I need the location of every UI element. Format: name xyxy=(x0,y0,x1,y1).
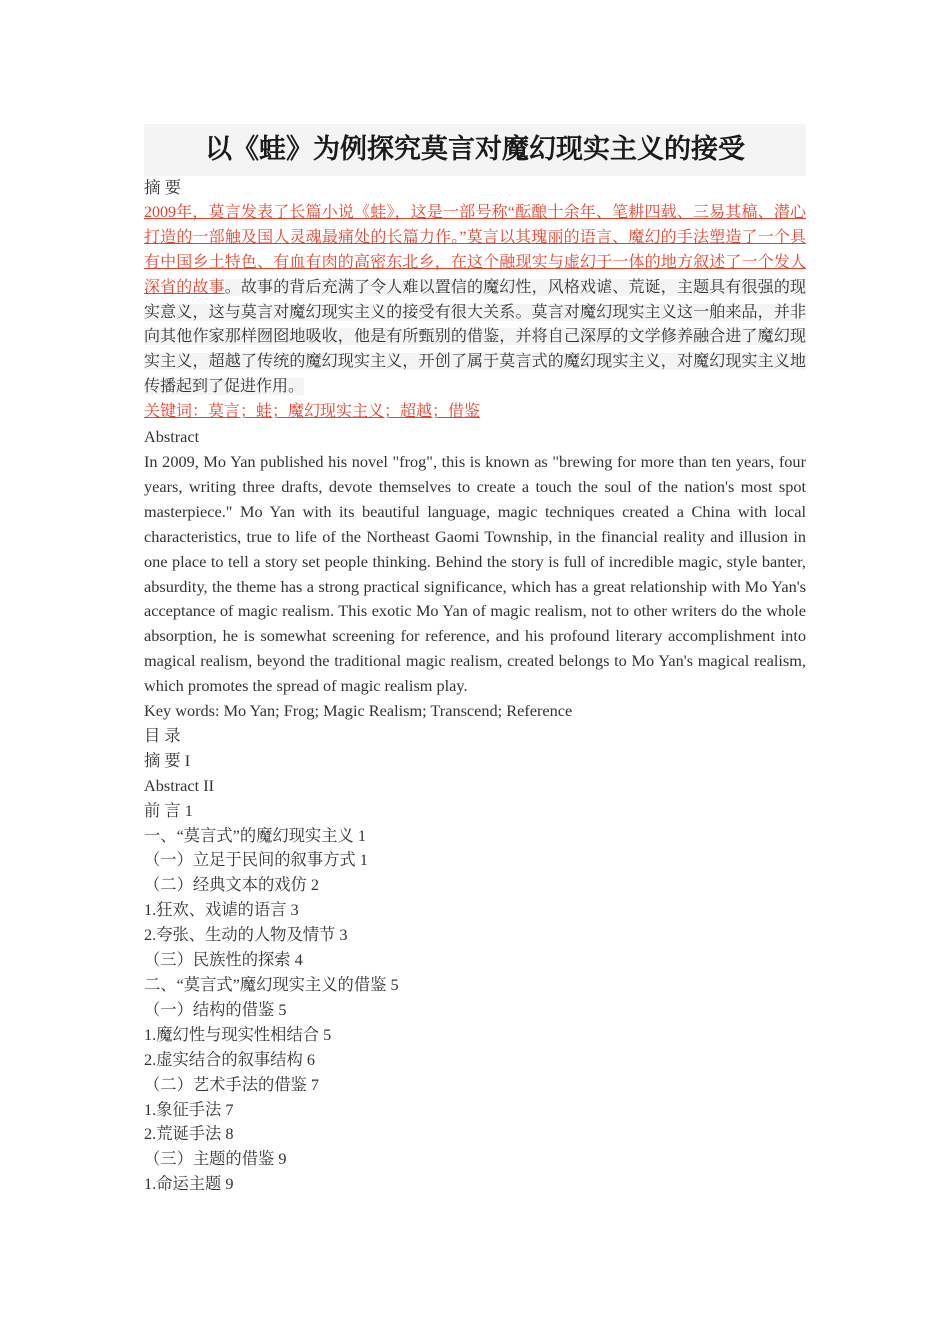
toc-item[interactable]: 一、“莫言式”的魔幻现实主义 1 xyxy=(144,825,367,845)
document-page xyxy=(144,124,806,1197)
abstract-cn-text: 。故事的背后充满了令人难以置信的魔幻性，风格戏谑、荒诞，主题具有很强的现实意义，这与莫言对魔幻现实主义的接受有很大关系。莫言对魔幻现实主义这一舶来品，并非向其他作家那样囫囵地吸收，他是有所甄别的借鉴，并将自己深厚的文学修养融合进了魔幻现实主义，超越了传统的魔幻现实主义，开创了属于莫言式的魔幻现实主义，对魔幻现实主义地传播起到了促进作用。 xyxy=(144,278,806,396)
abstract-cn-heading: 摘 要 xyxy=(144,178,182,197)
abstract-cn-keywords xyxy=(144,400,806,425)
toc-heading: 目 录 xyxy=(144,725,181,745)
toc-item[interactable]: 1.命运主题 9 xyxy=(144,1174,234,1194)
abstract-cn-body xyxy=(144,201,806,400)
toc-item[interactable]: 2.虚实结合的叙事结构 6 xyxy=(144,1049,315,1069)
keywords-cn-text: 关键词：莫言；蛙；魔幻现实主义；超越；借鉴 xyxy=(144,403,481,421)
toc-item[interactable]: 2.夸张、生动的人物及情节 3 xyxy=(144,925,348,945)
abstract-en-heading: Abstract xyxy=(144,427,200,447)
toc-item[interactable]: Abstract II xyxy=(144,775,215,795)
toc-item[interactable]: 摘 要 I xyxy=(144,750,191,770)
document-title: 以《蛙》为例探究莫言对魔幻现实主义的接受 xyxy=(144,124,806,176)
toc-item[interactable]: 1.象征手法 7 xyxy=(144,1099,234,1119)
abstract-en-keywords: Key words: Mo Yan; Frog; Magic Realism; Transcend; Reference xyxy=(144,701,573,721)
abstract-cn-highlight: 2009年，莫言发表了长篇小说《蛙》，这是一部号称“酝酿十余年、笔耕四载、三易其稿、潜心打造的一部触及国人灵魂最痛处的长篇力作。”莫言以其瑰丽的语言、魔幻的手法塑造了一个具有中国乡土特色、有血有肉的高密东北乡，在这个融现实与虚幻于一体的地方叙述了一个发人深省的故事 xyxy=(144,203,806,296)
table-of-contents xyxy=(144,724,806,1197)
abstract-en-body: In 2009, Mo Yan published his novel "frog", this is known as "brewing for more than ten years, four years, writing three drafts, devote themselves to create a touch the soul of the nation's most spot masterpiece." Mo Yan with its beautiful language, magic techniques created a China with local characteristics, true to life of the Northeast Gaomi Township, in the financial reality and illusion in one place to tell a story set people thinking. Behind the story is full of incredible magic, style banter, absurdity, the theme has a strong practical significance, which has a great relationship with Mo Yan's acceptance of magic realism. This exotic Mo Yan of magic realism, not to other writers do the whole absorption, he is somewhat screening for reference, and his profound literary accomplishment into magical realism, beyond the traditional magic realism, created belongs to Mo Yan's magical realism, which promotes the spread of magic realism play. xyxy=(144,451,806,696)
toc-item[interactable]: （三）主题的借鉴 9 xyxy=(144,1149,287,1169)
toc-item[interactable]: （一）立足于民间的叙事方式 1 xyxy=(144,850,368,870)
toc-item[interactable]: （二）艺术手法的借鉴 7 xyxy=(144,1074,320,1094)
toc-item[interactable]: （二）经典文本的戏仿 2 xyxy=(144,875,320,895)
toc-item[interactable]: （三）民族性的探索 4 xyxy=(144,950,303,970)
toc-item[interactable]: 二、“莫言式”魔幻现实主义的借鉴 5 xyxy=(144,975,399,994)
toc-item[interactable]: （一）结构的借鉴 5 xyxy=(144,999,287,1019)
toc-item[interactable]: 1.魔幻性与现实性相结合 5 xyxy=(144,1024,332,1044)
toc-item[interactable]: 前 言 1 xyxy=(144,800,193,820)
toc-item[interactable]: 1.狂欢、戏谑的语言 3 xyxy=(144,900,299,920)
toc-item[interactable]: 2.荒诞手法 8 xyxy=(144,1124,234,1144)
